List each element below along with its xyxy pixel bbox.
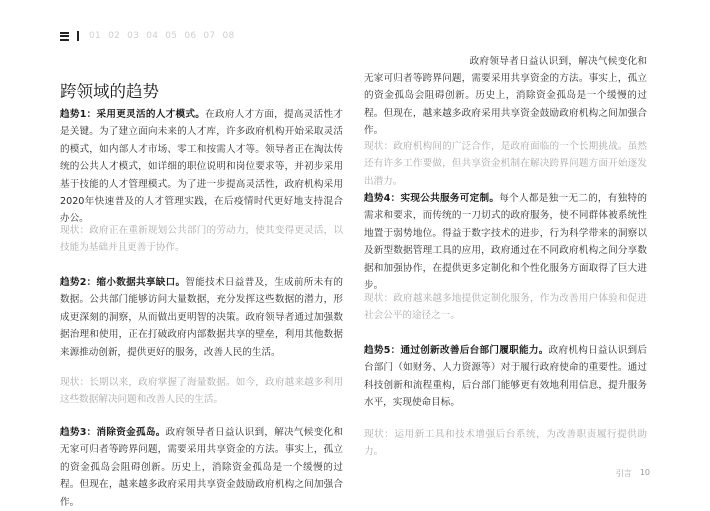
trend3-body-continued: 政府领导者日益认识到，解决气候变化和无家可归者等跨界问题，需要采用共享资金的方法。事实上，孤立的资金孤岛会阻碍创新。历史上，消除资金孤岛是一个缓慢的过程。但现在，越来越多政府采用共享资金鼓励政府机构之间加强合作。 (364, 55, 647, 137)
nav-page-04[interactable]: 04 (146, 31, 159, 41)
page-number: 10 (639, 468, 650, 477)
trend4-heading: 趋势4：实现公共服务可定制。 (364, 193, 500, 204)
trend5-paragraph (364, 342, 647, 412)
trend5-heading: 趋势5：通过创新改善后台部门履职能力。 (364, 345, 549, 356)
trend3-continued (364, 55, 647, 137)
trend2-heading: 趋势2：缩小数据共享缺口。 (60, 277, 186, 288)
trend4-body: 每个人都是独一无二的，有独特的需求和要求，而传统的一刀切式的政府服务，使不同群体被系统性地置于弱势地位。得益于数字技术的进步，行为科学带来的洞察以及新型数据管理工具的应用，政府通过在不同政府机构之间分享数据和加强协作，在提供更多定制化和个性化服务方面取得了巨大进步。 (364, 193, 647, 292)
trend2-body: 智能技术日益普及，生成前所未有的数据。公共部门能够访问大量数据，充分发挥这些数据的潜力，形成更深刻的洞察，从而做出更明智的决策。政府领导者通过加强数据治理和使用，正在打破政府内部数据共享的壁垒，利用其他数据来源推动创新，提供更好的服务，改善人民的生活。 (60, 277, 343, 358)
trend1-status: 现状：政府正在重新规划公共部门的劳动力，使其变得更灵活，以技能为基础并且更善于协作。 (60, 225, 343, 254)
trend3-continued-clip (364, 53, 647, 140)
nav-page-03[interactable]: 03 (127, 31, 140, 41)
trend3-paragraph (60, 424, 343, 508)
nav-page-07[interactable]: 07 (203, 31, 216, 41)
trend2-status: 现状：长期以来，政府掌握了海量数据。如今，政府越来越多利用这些数据解决问题和改善人民的生活。 (60, 377, 343, 406)
menu-icon[interactable] (60, 32, 69, 41)
nav-page-02[interactable]: 02 (108, 31, 121, 41)
trend3-body-start: 政府领导者日益认识到，解决气候变化和无家可归者等跨界问题，需要采用共享资金的方法。事实上，孤立的资金孤岛会阻碍创新。历史上，消除资金孤岛是一个缓慢的过程。但现在，越来越多政府采用共享资金鼓励政府机构之间加强合作。 (60, 427, 343, 508)
nav-page-06[interactable]: 06 (184, 31, 197, 41)
footer-section: 引言 (615, 469, 632, 478)
page-title: 跨领域的趋势 (60, 82, 159, 101)
current-section-marker-icon (77, 31, 79, 41)
trend5-body: 政府机构日益认识到后台部门（如财务、人力资源等）对于履行政府使命的重要性。通过科技创新和流程重构，后台部门能够更有效地利用信息，提升服务水平，实现使命目标。 (364, 345, 648, 409)
trend1-heading: 趋势1：采用更灵活的人才模式。 (60, 109, 206, 120)
trend3-status: 现状：政府机构间的广泛合作，是政府面临的一个长期挑战。虽然还有许多工作要做，但共享资金机制在解决跨界问题方面开始逐发出潜力。 (364, 141, 647, 187)
trend5-status: 现状：运用新工具和技术增强后台系统，为改善职责履行提供助力。 (364, 429, 647, 458)
nav-page-01[interactable]: 01 (89, 31, 102, 41)
section-nav (60, 29, 242, 43)
nav-page-05[interactable]: 05 (165, 31, 178, 41)
trend1-body: 在政府人才方面，提高灵活性才是关键。为了建立面向未来的人才库，许多政府机构开始采取灵活的模式，如内部人才市场、零工和按需人才等。领导者正在淘汰传统的公共人才模式，如详细的职位说明和岗位要求等，并初步采用基于技能的人才管理模式。为了进一步提高灵活性，政府机构采用2020年快速普及的人才管理实践，在后疫情时代更好地支持混合办公。 (60, 109, 343, 225)
trend1-paragraph (60, 106, 343, 228)
nav-page-08[interactable]: 08 (222, 31, 235, 41)
trend2-paragraph (60, 274, 343, 361)
trend3-heading: 趋势3：消除资金孤岛。 (60, 427, 166, 438)
trend4-paragraph (364, 190, 647, 294)
trend4-status: 现状：政府越来越多地提供定制化服务，作为改善用户体验和促进社会公平的途径之一。 (364, 293, 647, 322)
page-footer (616, 468, 650, 479)
